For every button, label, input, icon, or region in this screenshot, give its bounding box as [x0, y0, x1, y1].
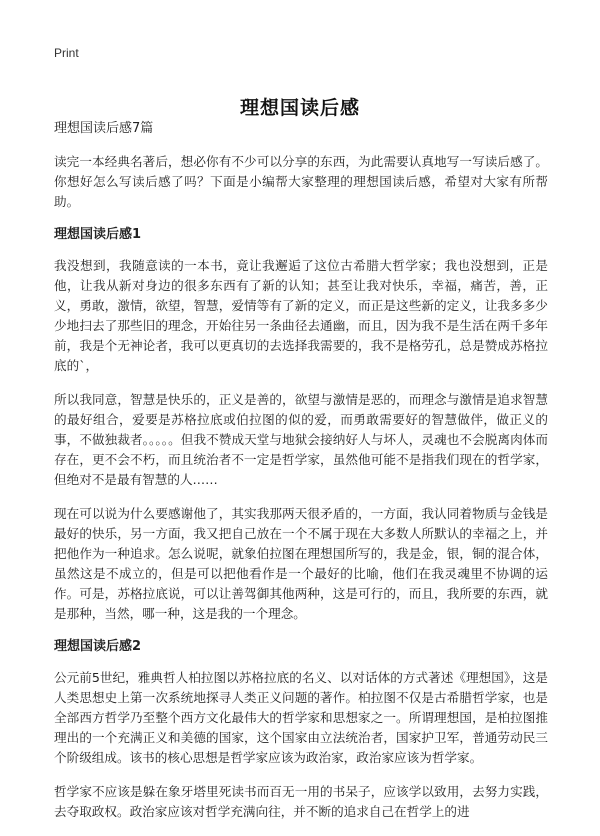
- article-subtitle: 理想国读后感7篇: [54, 121, 154, 136]
- intro-paragraph: 读完一本经典名著后，想必你有不少可以分享的东西，为此需要认真地写一写读后感了。你想好怎么写读后感了吗？下面是小编帮大家整理的理想国读后感，希望对大家有所帮助。: [54, 154, 548, 209]
- section-2-paragraph: 哲学家不应该是躲在象牙塔里死读书而百无一用的书呆子，应该学以致用，去努力实践，去夺取政权。政治家应该对哲学充满向往，并不断的追求自己在哲学上的进: [54, 784, 548, 819]
- article-body: [54, 120, 548, 836]
- print-link[interactable]: Print: [54, 46, 79, 60]
- section-heading-1: 理想国读后感1: [54, 227, 142, 242]
- section-1-paragraph: 现在可以说为什么要感谢他了，其实我那两天很矛盾的，一方面，我认同着物质与金钱是最好的快乐，另一方面，我又把自己放在一个不属于现在大多数人所默认的幸福之上，并把他作为一种追求。怎么说呢，就象伯拉图在理想国所写的，我是金，银，铜的混合体，虽然这是不成立的，但是可以把他看作是一个最好的比喻，他们在我灵魂里不协调的运作。可是，苏格拉底说，可以让善驾御其他两种，这是可行的，而且，我所要的东西，就是那种，当然，哪一种，这是我的一个理念。: [54, 506, 548, 621]
- section-heading-2: 理想国读后感2: [54, 639, 142, 654]
- section-1-paragraph: 所以我同意，智慧是快乐的，正义是善的，欲望与激情是恶的，而理念与激情是追求智慧的最好组合，爱要是苏格拉底或伯拉图的似的爱，而勇敢需要好的智慧做伴，做正义的事，不做独裁者。。。。。但我不赞成天堂与地狱会接纳好人与坏人，灵魂也不会脱离肉体而存在，更不会不朽，而且统治者不一定是哲学家，虽然他可能不是指我们现在的哲学家，但绝对不是最有智慧的人……: [54, 392, 548, 487]
- section-1-paragraph: 我没想到，我随意读的一本书，竟让我邂逅了这位古希腊大哲学家；我也没想到，正是他，让我从新对身边的很多东西有了新的认知；甚至让我对快乐，幸福，痛苦，善，正义，勇敢，激情，欲望，智慧，爱情等有了新的定义，而正是这些新的定义，让我多多少少地扫去了那些旧的理念，开始往另一条曲径去通幽，而且，因为我不是生活在两千多年前，我是个无神论者，我可以更真切的去选择我需要的，我不是格劳孔，总是赞成苏格拉底的`，: [54, 258, 548, 373]
- section-2-paragraph: 公元前5世纪，雅典哲人柏拉图以苏格拉底的名义、以对话体的方式著述《理想国》，这是人类思想史上第一次系统地探寻人类正义问题的著作。柏拉图不仅是古希腊哲学家，也是全部西方哲学乃至整个西方文化最伟大的哲学家和思想家之一。所谓理想国，是柏拉图推理出的一个充满正义和美德的国家，这个国家由立法统治者，国家护卫军，普通劳动民三个阶级组成。该书的核心思想是哲学家应该为政治家，政治家应该为哲学家。: [54, 670, 548, 765]
- page-title: 理想国读后感: [239, 96, 360, 119]
